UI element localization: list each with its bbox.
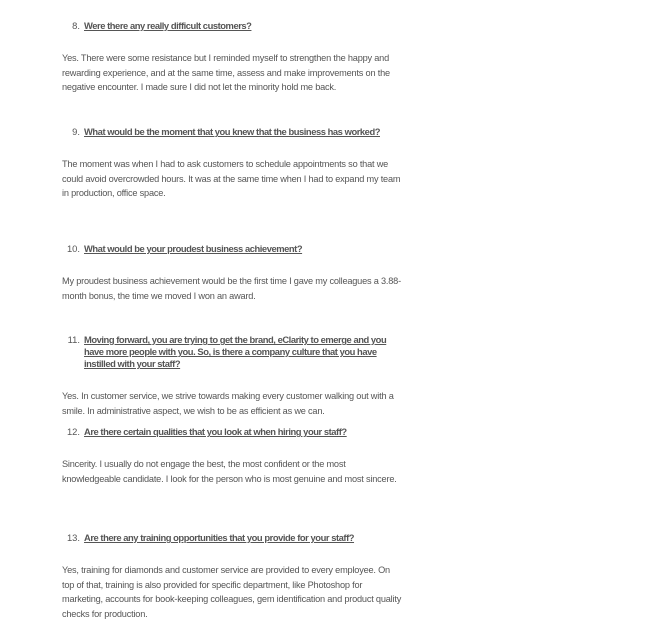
question-number: 13. — [66, 532, 80, 543]
answer-text: Yes, training for diamonds and customer service are provided to every employee. On top of that, training is also provided for specific department, like Photoshop for marketing, accounts for book-keeping colleagues, gem identification and product quality checks for production. — [62, 565, 402, 619]
question-text: Were there any really difficult customers? — [84, 20, 252, 31]
question-heading — [62, 243, 402, 255]
question-heading — [62, 334, 402, 370]
answer-text: Sincerity. I usually do not engage the best, the most confident or the most knowledgeable candidate. I look for the person who is most genuine and most sincere. — [62, 459, 397, 484]
question-number: 10. — [66, 243, 80, 254]
question-heading — [62, 426, 402, 438]
qa-item-13 — [62, 532, 402, 621]
qa-item-9 — [62, 126, 402, 201]
qa-item-10 — [62, 243, 402, 303]
question-heading — [62, 20, 402, 32]
question-text: Are there any training opportunities that you provide for your staff? — [84, 532, 355, 543]
answer-text: My proudest business achievement would be the first time I gave my colleagues a 3.88-month bonus, the time we moved I won an award. — [62, 276, 401, 301]
question-number: 8. — [72, 20, 80, 31]
answer-text: Yes. There were some resistance but I reminded myself to strengthen the happy and rewarding experience, and at the same time, assess and make improvements on the negative encounter. I made sure I did not let the minority hold me back. — [62, 53, 390, 92]
qa-item-11 — [62, 334, 402, 418]
question-text: What would be the moment that you knew that the business has worked? — [84, 126, 380, 137]
question-number: 11. — [67, 334, 80, 345]
question-heading — [62, 126, 402, 138]
question-text: Are there certain qualities that you look at when hiring your staff? — [84, 426, 347, 437]
answer-text: Yes. In customer service, we strive towards making every customer walking out with a smile. In administrative aspect, we wish to be as efficient as we can. — [62, 391, 394, 416]
question-number: 12. — [66, 426, 80, 437]
question-heading — [62, 532, 402, 544]
question-text: What would be your proudest business achievement? — [84, 243, 303, 254]
answer-text: The moment was when I had to ask customers to schedule appointments so that we could avoid overcrowded hours. It was at the same time when I had to expand my team in production, office space. — [62, 159, 401, 198]
question-number: 9. — [72, 126, 80, 137]
qa-item-12 — [62, 426, 402, 486]
qa-item-8 — [62, 20, 402, 95]
question-text: Moving forward, you are trying to get the brand, eClarity to emerge and you have more people with you. So, is there a company culture that you have instilled with your staff? — [84, 334, 387, 369]
